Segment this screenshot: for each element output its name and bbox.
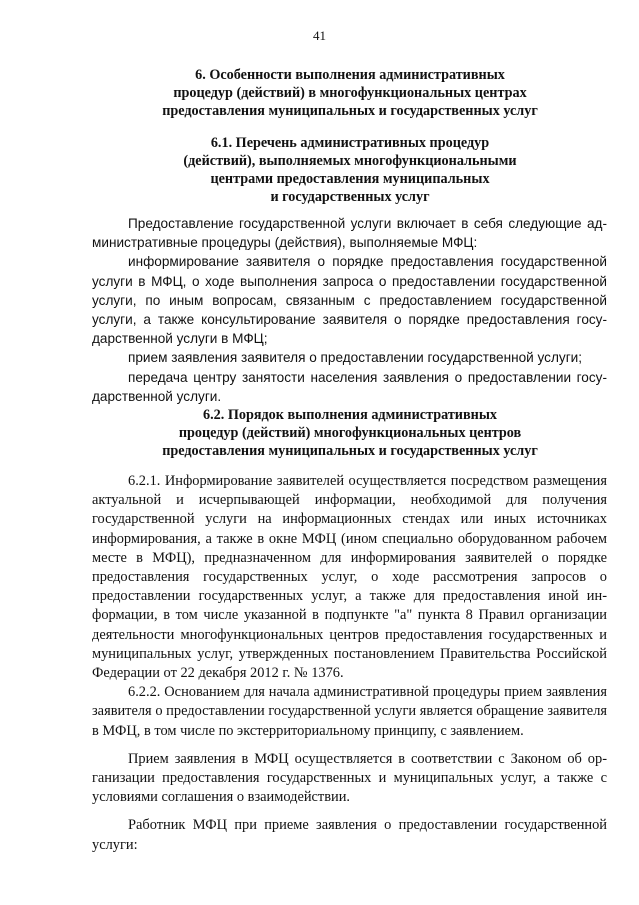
paragraph: прием заявления заявителя о предоставлении государственной услуги; <box>128 350 583 366</box>
heading-line: предоставления муниципальных и государственных услуг <box>162 103 538 119</box>
section-6-1-body <box>92 214 607 406</box>
section-6-1-heading <box>60 134 639 206</box>
heading-line: центрами предоставления муниципальных <box>210 171 490 187</box>
heading-line: (действий), выполняемых многофункциональными <box>183 153 517 169</box>
section-6-2-heading <box>60 406 639 460</box>
paragraph-text: 6.2.1. Информирование заявителей осуществляется посредством размещения актуальной и исчерпывающей информации, необходимой для получения государственной услуги на информационных стендах или иных источниках информирования, а также в окне МФЦ (ином специально оборудованном рабочем месте в МФЦ), предназначенном для информирования заявителей о порядке предоставления государственных услуг, о ходе рассмотрения запросов о предоставлении государственных услуг, а также для предоставления иной информации, в том числе указанной в подпункте "а" пункта 8 Правил организации деятельности многофункциональных центров предоставления государственных и муниципальных услуг, утвержденных постановлением Правительства Российской Федерации от <box>92 473 607 682</box>
regulation-date: 22 декабря 2012 г. № 1376. <box>180 665 344 682</box>
paragraph: Предоставление государственной услуги включает в себя следующие административные процедуры (действия), выполняемые МФЦ: <box>92 216 607 251</box>
paragraph: Работник МФЦ при приеме заявления о предоставлении государственной услуги: <box>92 817 607 853</box>
section-6-2-body <box>92 472 607 855</box>
section-6-heading <box>60 66 639 120</box>
paragraph-6-2-1 <box>92 472 607 683</box>
heading-line: и государственных услуг <box>270 189 430 205</box>
heading-line: 6.1. Перечень административных процедур <box>210 135 490 151</box>
heading-line: 6.2. Порядок выполнения административных <box>202 407 497 423</box>
heading-line: предоставления муниципальных и государственных услуг <box>162 443 538 459</box>
heading-line: 6. Особенности выполнения административных <box>195 67 505 83</box>
paragraph-6-2-2: 6.2.2. Основанием для начала административной процедуры прием заявления заявителя о предоставлении государственной услуги является обращение заявителя в МФЦ, в том числе по экстерриториальному принципу, с заявлением. <box>92 684 607 739</box>
page-number: 41 <box>313 28 326 43</box>
paragraph: передача центру занятости населения заявления о предоставлении государственной услуги. <box>92 369 607 404</box>
heading-line: процедур (действий) в многофункциональных центрах <box>173 85 527 101</box>
paragraph: Прием заявления в МФЦ осуществляется в соответствии с Законом об организации предоставления государственных и муниципальных услуг, а также с условиями соглашения о взаимодействии. <box>92 750 607 806</box>
paragraph: информирование заявителя о порядке предоставления государственной услуги в МФЦ, о ходе выполнения запроса о предоставлении государственной услуги, по иным вопросам, связанным с предоставлением государственной услуги, а также консультирование заявителя о порядке предоставления государственной услуги в МФЦ; <box>92 254 607 347</box>
heading-line: процедур (действий) многофункциональных центров <box>178 425 522 441</box>
